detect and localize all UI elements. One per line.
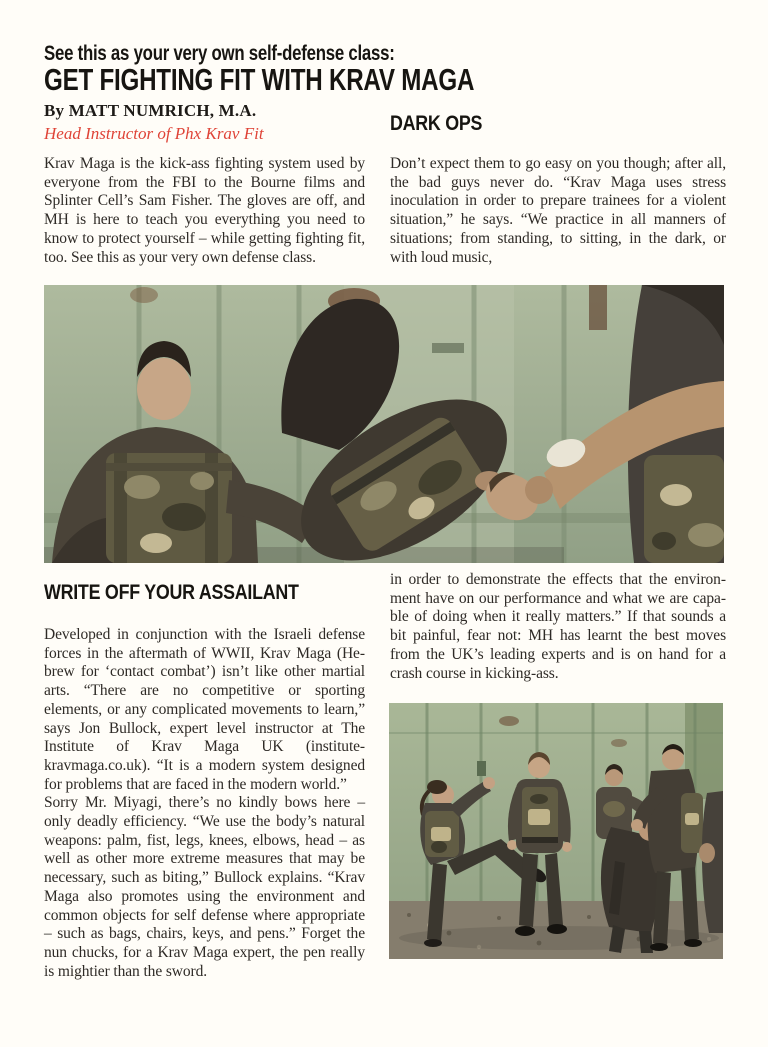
main-photo-illustration — [44, 285, 724, 563]
article-title — [44, 62, 596, 98]
assailant-paragraph-2: Sorry Mr. Miyagi, there’s no kindly bows here – only deadly efficiency. “We use the body’s natural weapons: palm, fist, legs, knees, elbows, head – as well as other more extreme measures that may be necessary, such as biting,” Bullock explains. “Krav Maga also promotes using the environment and common objects for self defense where appropriate – such as bags, chairs, keys, and pens.” Forget the nun chucks, for a Krav Maga expert, the pen really is mightier than the sword. — [44, 794, 365, 980]
write-off-text: WRITE OFF YOUR ASSAILANT — [44, 581, 299, 604]
byline: By MATT NUMRICH, M.A. — [44, 101, 257, 120]
intro-paragraph: Krav Maga is the kick-ass fighting system used by everyone from the FBI to the Bourne films and Splinter Cell’s Sam Fisher. The gloves are off, and MH is here to teach you everything you need to know to protect yourself – while getting fighting fit, too. See this as your very own defense class. — [44, 155, 365, 266]
dark-ops-continued-paragraph: in order to demonstrate the effects that the environment have on our performance and what we are capable of doing when it really matters.” If that sounds a bit painful, fear not: MH has learnt the best moves from the UK’s leading experts and is on hand for a crash course in kicking-ass. — [390, 571, 726, 682]
secondary-photo — [389, 703, 723, 959]
author-credit: Head Instructor of Phx Krav Fit — [44, 124, 264, 143]
kicker-text: See this as your very own self-defense class: — [44, 42, 395, 65]
article-title-text: GET FIGHTING FIT WITH KRAV MAGA — [44, 62, 475, 97]
dark-ops-text: DARK OPS — [390, 112, 483, 135]
assailant-section-body — [44, 626, 365, 981]
secondary-photo-illustration — [389, 703, 723, 959]
section-heading-write-off — [44, 581, 344, 605]
assailant-paragraph-1: Developed in conjunction with the Israeli defense forces in the aftermath of WWII, Krav Maga (Hebrew for ‘contact combat’) isn’t like other martial arts. “There are no competitive or sporting elements, or any complicated movements to learn,” says Jon Bullock, expert level instructor at The Institute of Krav Maga UK (institute-kravmaga.co.uk). “It is a modern system designed for problems that are faced in the modern world.” — [44, 626, 365, 793]
main-photo — [44, 285, 724, 563]
section-heading-dark-ops — [390, 112, 498, 136]
dark-ops-paragraph: Don’t expect them to go easy on you though; after all, the bad guys never do. “Krav Maga uses stress inoculation in order to prepare trainees for a violent situation,” he says. “We practice in all manners of situations; from standing, to sitting, in the dark, or with loud music, — [390, 155, 726, 266]
